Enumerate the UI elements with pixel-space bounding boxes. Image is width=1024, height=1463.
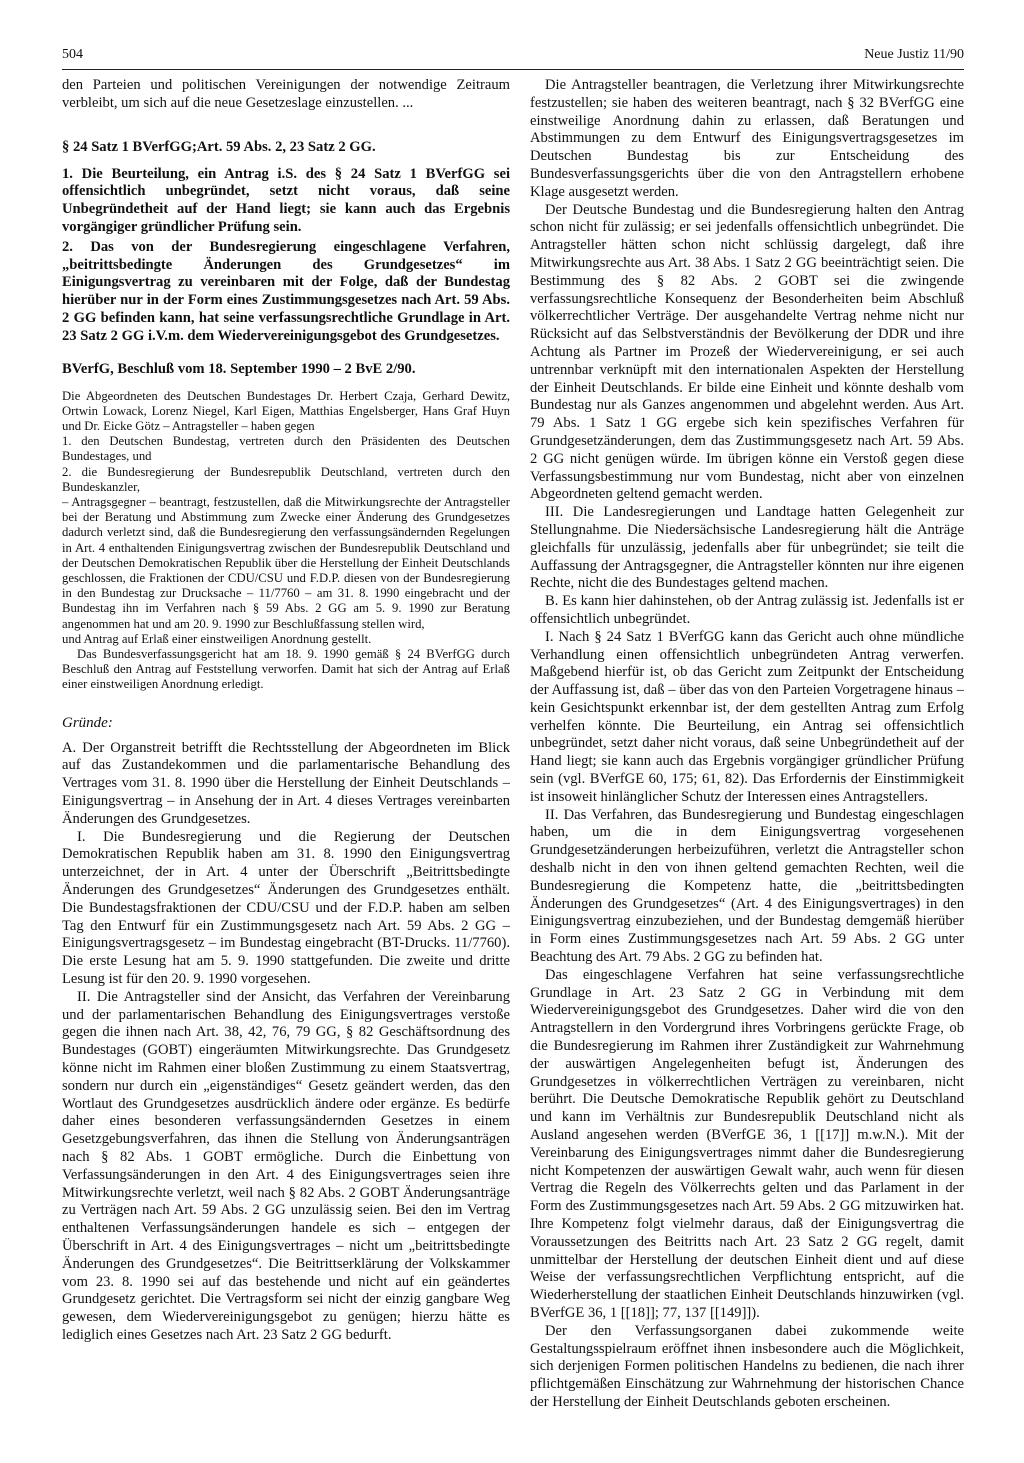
facts-request: – Antragsgegner – beantragt, festzustellen, daß die Mitwirkungsrechte der Antragsteller bei der Beratung und Abstimmung zum Zwecke einer Änderung des Grundgesetzes dadurch verletzt sind, daß die Bundesregierung den verfassungsändernden Regelungen in Art. 4 enthaltenden Einigungsvertrag zwischen der Bundesrepublik Deutschland und der Deutschen Demokratischen Republik über die Herstellung der Einheit Deutschlands geschlossen, die Fraktionen der CDU/CSU und F.D.P. diesen von der Bundesregierung in den Bundestag zur Drucksache – 11/7760 – am 31. 8. 1990 eingebracht und der Bundestag ihn im Verfahren nach § 59 Abs. 2 GG am 5. 9. 1990 zur Beratung angenommen hat und am 20. 9. 1990 zur Beschlußfassung stellen wird,: [62, 494, 510, 631]
journal-title: Neue Justiz 11/90: [864, 47, 964, 62]
right-paragraph-6: II. Das Verfahren, das Bundesregierung und Bundestag eingeschlagen haben, um die in dem Einigungsvertrag vorgesehenen Grundgesetzänderungen herbeizuführen, verletzt die Antragsteller schon deshalb nicht in den von ihnen geltend gemachten Rechten, weil die Bundesregierung die Kompetenz hatte, die „beitrittsbedingten Änderungen des Grundgesetzes“ (Art. 4 des Einigungsvertrages) in den Einigungsvertrag einzubeziehen, und der Bundestag demgemäß hierüber in Form eines Zustimmungsgesetzes nach Art. 59 Abs. 2 GG unter Beachtung des Art. 79 Abs. 2 GG zu befinden hat.: [530, 806, 964, 966]
running-head: [62, 47, 964, 71]
left-column: [62, 77, 510, 1443]
right-paragraph-7: Das eingeschlagene Verfahren hat seine verfassungsrechtliche Grundlage in Art. 23 Satz 2 GG in Verbindung mit dem Wiedervereinigungsgebot des Grundgesetzes. Daher wird die von den Antragstellern in den Vordergrund ihres Vorbringens gerückte Frage, ob die Bundesregierung im Rahmen ihrer Zuständigkeit zur Wahrnehmung der auswärtigen Angelegenheiten befugt ist, Änderungen des Grundgesetzes in völkerrechtlichen Verträgen zu vereinbaren, nicht berührt. Die Deutsche Demokratische Republik gehört zu Deutschland und kann im Verhältnis zur Bundesrepublik Deutschland nicht als Ausland angesehen werden (BVerfGE 36, 1 [[17]] m.w.N.). Mit der Vereinbarung des Einigungsvertrages nimmt daher die Bundesregierung nicht Kompetenzen der auswärtigen Gewalt wahr, auch wenn für diesen Vertrag die Regeln des Völkerrechts gelten und das Parlament in der Form des Zustimmungsgesetzes nach Art. 59 Abs. 2 GG mitzuwirken hat. Ihre Kompetenz folgt vielmehr daraus, daß der Einigungsvertrag die Voraussetzungen des Beitritts nach Art. 23 Satz 2 GG regelt, damit unmittelbar der Herstellung der deutschen Einheit dient und auf diese Weise der verfassungsrechtlichen Verpflichtung entspricht, auf die Wiederherstellung der staatlichen Einheit Deutschlands hinzuwirken (vgl. BVerfGE 36, 1 [[18]]; 77, 137 [[149]]).: [530, 966, 964, 1321]
right-paragraph-2: Der Deutsche Bundestag und die Bundesregierung halten den Antrag schon nicht für zulässig; er sei jedenfalls offensichtlich unbegründet. Die Antragsteller hätten schon nicht schlüssig dargelegt, daß ihre Mitwirkungsrechte aus Art. 38 Abs. 1 Satz 2 GG beeinträchtigt seien. Die Bestimmung des § 82 Abs. 2 GOBT sei die zwingende verfassungsrechtliche Konsequenz der Besonderheiten beim Abschluß völkerrechtlicher Verträge. Der ausgehandelte Vertrag nehme nicht nur Rücksicht auf das Selbstverständnis der Bevölkerung der DDR und ihre Achtung als Partner im Prozeß der Wiedervereinigung, er sei auch untrennbar verknüpft mit den internationalen Aspekten der Herstellung der Einheit Deutschlands. Er bilde eine Einheit und könnte deshalb vom Bundestag nur als Ganzes angenommen und abgelehnt werden. Aus Art. 79 Abs. 1 Satz 1 GG ergebe sich kein spezifisches Verfahren für Grundgesetzänderungen, dem das Zustimmungsgesetz nach Art. 59 Abs. 2 GG nicht genügen würde. Im übrigen könne ein Verstoß gegen diese Verfassungsbestimmung nur vom Bundestag, nicht aber von einzelnen Abgeordneten geltend gemacht werden.: [530, 201, 964, 503]
right-paragraph-1: Die Antragsteller beantragen, die Verletzung ihrer Mitwirkungsrechte festzustellen; sie haben des weiteren beantragt, nach § 32 BVerfGG eine einstweilige Anordnung dahin zu erlassen, daß Beratungen und Abstimmungen zu dem Entwurf des Einigungsvertragsgesetzes im Deutschen Bundestag bis zur Entscheidung des Bundesverfassungsgerichts über die von den Antragstellern erhobene Klage ausgesetzt werden.: [530, 77, 964, 200]
paragraph-a-ii: II. Die Antragsteller sind der Ansicht, das Verfahren der Vereinbarung und der parlamentarischen Behandlung des Einigungsvertrages verstoße gegen die ihnen nach Art. 38, 42, 76, 79 GG, § 82 Geschäftsordnung des Bundestages (GOBT) eingeräumten Mitwirkungsrechte. Das Grundgesetz könne nicht im Rahmen einer bloßen Zustimmung zu einem Staatsvertrag, sondern nur durch ein „eigenständiges“ Gesetz geändert werden, das den Wortlaut des Grundgesetzes ausdrücklich ändere oder ergänze. Es bedürfe daher eines besonderen verfassungsändernden Gesetzes in einem Gesetzgebungsverfahren, das ihnen die Stellung von Änderungsanträgen nach § 82 Abs. 1 GOBT ermögliche. Durch die Einbettung von Verfassungsänderungen in den Art. 4 des Einigungsvertrages seien ihre Mitwirkungsrechte verletzt, weil nach § 82 Abs. 2 GOBT Änderungsanträge zu Verträgen nach Art. 59 Abs. 2 GG unzulässig seien. Bei den im Vertrag enthaltenen Verfassungsänderungen handele es sich – entgegen der Überschrift in Art. 4 des Einigungsvertrages – nicht um „beitrittsbedingte Änderungen des Grundgesetzes“. Die Beitrittserklärung der Volkskammer vom 23. 8. 1990 sei auf das bestehende und nicht auf ein geändertes Grundgesetz gerichtet. Die Vertragsform sei nicht der einzig gangbare Weg gewesen, dem Wiedervereinigungsgebot zu genügen; hierzu hätte es lediglich eines Gesetzes nach Art. 23 Satz 2 GG bedurft.: [62, 988, 510, 1343]
facts-parties: Die Abgeordneten des Deutschen Bundestages Dr. Herbert Czaja, Gerhard Dewitz, Ortwin Lowack, Lorenz Niegel, Karl Eigen, Matthias Engelsberger, Hans Graf Huyn und Dr. Eicke Götz – Antragsteller – haben gegen: [62, 388, 510, 433]
facts-request-2: und Antrag auf Erlaß einer einstweiligen Anordnung gestellt.: [62, 631, 372, 646]
right-paragraph-8: Der den Verfassungsorganen dabei zukommende weite Gestaltungsspielraum eröffnet ihnen insbesondere auch die Möglichkeit, sich derjenigen Formen politischen Handelns zu bedienen, die nach ihrer pflichtgemäßen Einschätzung zur Wahrnehmung der historischen Chance der Herstellung der Einheit Deutschlands geboten erscheinen.: [530, 1322, 964, 1410]
intro-continuation: den Parteien und politischen Vereinigungen der notwendige Zeitraum verbleibt, um sich auf die neue Gesetzeslage einzustellen. ...: [62, 77, 510, 111]
paragraph-a-i: I. Die Bundesregierung und die Regierung der Deutschen Demokratischen Republik haben am 31. 8. 1990 den Einigungsvertrag unterzeichnet, der in Art. 4 unter der Überschrift „Beitrittsbedingte Änderungen des Grundgesetzes“ Änderungen des Grundgesetzes enthält. Die Bundestagsfraktionen der CDU/CSU und der F.D.P. haben am selben Tag den Entwurf für ein Zustimmungsgesetz nach Art. 59 Abs. 2 GG – Einigungsvertragsgesetz – im Bundestag eingebracht (BT-Drucks. 11/7760). Die erste Lesung hat am 5. 9. 1990 stattgefunden. Die zweite und dritte Lesung ist für den 20. 9. 1990 vorgesehen.: [62, 828, 510, 987]
headnote-2: 2. Das von der Bundesregierung eingeschlagene Verfahren, „beitrittsbedingte Änderungen des Grundgesetzes“ im Einigungsvertrag zu vereinbaren mit der Folge, daß der Bundestag hierüber nur in der Form eines Zustimmungsgesetzes nach Art. 59 Abs. 2 GG befinden kann, hat seine verfassungsrechtliche Grundlage in Art. 23 Satz 2 GG i.V.m. dem Wiedervereinigungsgebot des Grundgesetzes.: [62, 238, 510, 344]
facts-item-1: 1. den Deutschen Bundestag, vertreten durch den Präsidenten des Deutschen Bundestages, und: [62, 434, 510, 464]
statute-citation: § 24 Satz 1 BVerfGG;Art. 59 Abs. 2, 23 Satz 2 GG.: [62, 138, 376, 155]
right-column: [530, 77, 964, 1443]
headnote-1: 1. Die Beurteilung, ein Antrag i.S. des § 24 Satz 1 BVerfGG sei offensichtlich unbegründet, setzt nicht voraus, daß seine Unbegründetheit auf der Hand liegt; sie kann auch das Ergebnis vorgängiger gründlicher Prüfung sein.: [62, 165, 510, 235]
facts-item-2: 2. die Bundesregierung der Bundesrepublik Deutschland, vertreten durch den Bundeskanzler,: [62, 464, 510, 494]
facts-result: Das Bundesverfassungsgericht hat am 18. 9. 1990 gemäß § 24 BVerfGG durch Beschluß den Antrag auf Feststellung verworfen. Damit hat sich der Antrag auf Erlaß einer einstweiligen Anordnung erledigt.: [62, 647, 510, 692]
header-rule: [62, 69, 964, 70]
right-paragraph-5: I. Nach § 24 Satz 1 BVerfGG kann das Gericht auch ohne mündliche Verhandlung einen offensichtlich unbegründeten Antrag verwerfen. Maßgebend hierfür ist, ob das Gericht zum Zeitpunkt der Entscheidung der Auffassung ist, daß – über das von den Parteien Vorgetragene hinaus – kein Gesichtspunkt erkennbar ist, der dem gestellten Antrag zum Erfolg verhelfen könnte. Die Beurteilung, ein Antrag sei offensichtlich unbegründet, setzt daher nicht voraus, daß seine Unbegründetheit auf der Hand liegt; sie kann auch das Ergebnis vorgängiger gründlicher Prüfung sein (vgl. BVerfGE 60, 175; 61, 82). Das Erfordernis der Einstimmigkeit ist insoweit hinlänglicher Schutz der Interessen eines Antragstellers.: [530, 628, 964, 805]
paragraph-a: A. Der Organstreit betrifft die Rechtsstellung der Abgeordneten im Blick auf das Zustandekommen und die parlamentarische Behandlung des Vertrages vom 31. 8. 1990 über die Herstellung der Einheit Deutschlands – Einigungsvertrag – in Ansehung der in Art. 4 dieses Vertrages vereinbarten Änderungen des Grundgesetzes.: [62, 739, 510, 827]
right-paragraph-3: III. Die Landesregierungen und Landtage hatten Gelegenheit zur Stellungnahme. Die Niedersächsische Landesregierung hält die Anträge gleichfalls für unzulässig, jedenfalls aber für unbegründet; sie teilt die Auffassung der Antragsgegner, die Antragsteller könnten nur ihre eigenen Rechte, nicht die des Bundestages geltend machen.: [530, 504, 964, 592]
decision-reference: BVerfG, Beschluß vom 18. September 1990 – 2 BvE 2/90.: [62, 360, 416, 377]
right-paragraph-4: B. Es kann hier dahinstehen, ob der Antrag zulässig ist. Jedenfalls ist er offensichtlich unbegründet.: [530, 593, 964, 627]
reasons-heading: Gründe:: [62, 714, 113, 731]
page-number: 504: [62, 47, 83, 62]
